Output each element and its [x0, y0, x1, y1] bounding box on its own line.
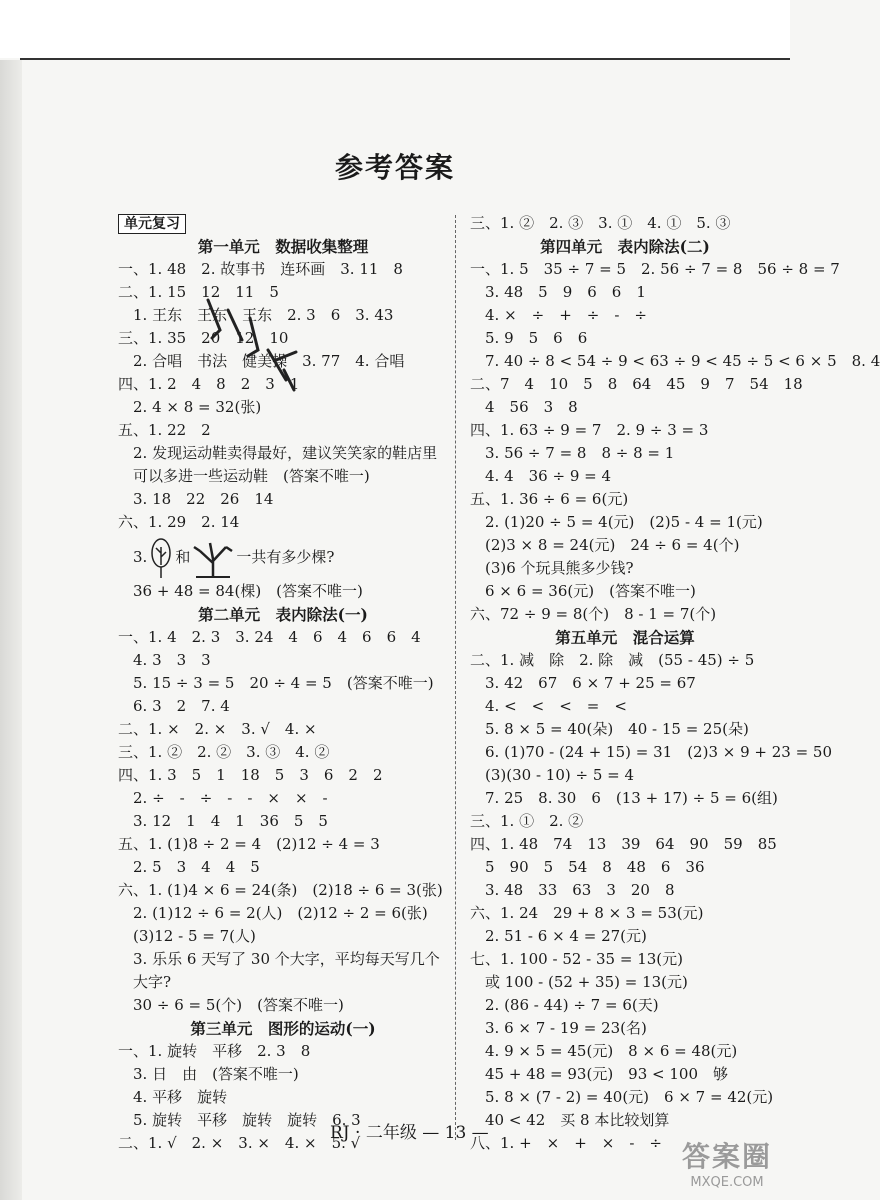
- answer-line-right-29: 3. 48 33 63 3 20 8: [470, 881, 675, 899]
- answer-line-right-10: 3. 56 ÷ 7 = 8 8 ÷ 8 = 1: [470, 444, 675, 462]
- answer-line-left-20: 二、1. × 2. × 3. √ 4. ×: [118, 720, 317, 738]
- answer-line-left-18: 5. 15 ÷ 3 = 5 20 ÷ 4 = 5 (答案不唯一): [118, 674, 434, 692]
- answer-line-right-0: 三、1. ② 2. ③ 3. ① 4. ① 5. ③: [470, 214, 731, 232]
- answer-line-right-16: 6 × 6 = 36(元) (答案不唯一): [470, 582, 696, 600]
- answer-line-right-32: 七、1. 100 - 52 - 35 = 13(元): [470, 950, 683, 968]
- answer-line-right-5: 5. 9 5 6 6: [470, 329, 588, 347]
- answer-line-right-2: 一、1. 5 35 ÷ 7 = 5 2. 56 ÷ 7 = 8 56 ÷ 8 = 7: [470, 260, 840, 278]
- answer-line-left-6: 四、1. 2 4 8 2 3 1: [118, 375, 300, 393]
- answer-line-left-28: 2. (1)12 ÷ 6 = 2(人) (2)12 ÷ 2 = 6(张): [118, 904, 428, 922]
- answer-line-right-14: (2)3 × 8 = 24(元) 24 ÷ 6 = 4(个): [470, 536, 740, 554]
- answer-line-left-5: 2. 合唱 书法 健美操 3. 77 4. 合唱: [118, 352, 405, 370]
- unit-review-badge-row: [118, 212, 448, 235]
- watermark-main: 答案圈: [681, 1140, 772, 1173]
- answer-line-right-17: 六、72 ÷ 9 = 8(个) 8 - 1 = 7(个): [470, 605, 717, 623]
- answer-line-right-33: 或 100 - (52 + 35) = 13(元): [470, 973, 688, 991]
- right-answer-lines: [470, 212, 880, 1155]
- answer-line-left-37: 5. 旋转 平移 旋转 旋转 6. 3: [118, 1111, 361, 1129]
- answer-line-left-31: 大字?: [118, 973, 172, 991]
- answer-line-right-9: 四、1. 63 ÷ 9 = 7 2. 9 ÷ 3 = 3: [470, 421, 709, 439]
- answer-line-left-3: 1. 王东 王东 王东 2. 3 6 3. 43: [118, 306, 394, 324]
- answer-line-left-8: 五、1. 22 2: [118, 421, 211, 439]
- answer-line-right-38: 5. 8 × (7 - 2) = 40(元) 6 × 7 = 42(元): [470, 1088, 774, 1106]
- answer-line-left-30: 3. 乐乐 6 天写了 30 个大字，平均每天写几个: [118, 950, 440, 968]
- answer-line-right-36: 4. 9 × 5 = 45(元) 8 × 6 = 48(元): [470, 1042, 738, 1060]
- answer-line-right-4: 4. × ÷ + ÷ - ÷: [470, 306, 647, 324]
- answer-line-left-13: [118, 534, 448, 580]
- answer-line-right-22: 5. 8 × 5 = 40(朵) 40 - 15 = 25(朵): [470, 720, 749, 738]
- column-divider: [455, 215, 456, 1140]
- answer-line-right-8: 4 56 3 8: [470, 398, 578, 416]
- answer-line-left-27: 六、1. (1)4 × 6 = 24(条) (2)18 ÷ 6 = 3(张): [118, 881, 443, 899]
- answer-line-right-7: 二、7 4 10 5 8 64 45 9 7 54 18: [470, 375, 803, 393]
- answer-line-left-1: 一、1. 48 2. 故事书 连环画 3. 11 8: [118, 260, 403, 278]
- answer-line-left-36: 4. 平移 旋转: [118, 1088, 228, 1106]
- answer-line-left-2: 二、1. 15 12 11 5: [118, 283, 279, 301]
- answer-line-left-12: 六、1. 29 2. 14: [118, 513, 240, 531]
- answer-line-right-30: 六、1. 24 29 + 8 × 3 = 53(元): [470, 904, 704, 922]
- question-number: 3.: [118, 548, 148, 566]
- unit-heading-left-15: 第二单元 表内除法(一): [198, 605, 368, 624]
- answer-line-right-31: 2. 51 - 6 × 4 = 27(元): [470, 927, 647, 945]
- answer-line-left-10: 可以多进一些运动鞋 (答案不唯一): [118, 467, 370, 485]
- top-margin: [0, 0, 790, 58]
- answer-line-right-27: 四、1. 48 74 13 39 64 90 59 85: [470, 835, 777, 853]
- answer-line-left-17: 4. 3 3 3: [118, 651, 211, 669]
- watermark-logo: [682, 1135, 772, 1190]
- answer-line-right-37: 45 + 48 = 93(元) 93 < 100 够: [470, 1065, 728, 1083]
- poplar-tree-icon: [147, 537, 175, 579]
- answer-line-left-9: 2. 发现运动鞋卖得最好，建议笑笑家的鞋店里: [118, 444, 438, 462]
- answer-line-left-19: 6. 3 2 7. 4: [118, 697, 230, 715]
- conjunction-text: 和: [175, 548, 191, 566]
- answer-line-left-34: 一、1. 旋转 平移 2. 3 8: [118, 1042, 311, 1060]
- answer-line-right-35: 3. 6 × 7 - 19 = 23(名): [470, 1019, 647, 1037]
- answer-line-right-40: 八、1. + × + × - ÷: [470, 1134, 662, 1152]
- answer-line-left-4: 三、1. 35 20 12 10: [118, 329, 289, 347]
- answer-line-right-11: 4. 4 36 ÷ 9 = 4: [470, 467, 612, 485]
- page-footer: RJ · 二年级 — 13 —: [330, 1123, 489, 1143]
- answer-line-right-6: 7. 40 ÷ 8 < 54 ÷ 9 < 63 ÷ 9 < 45 ÷ 5 < 6 × 5 8. 4: [470, 352, 880, 370]
- answer-line-right-39: 40 < 42 买 8 本比较划算: [470, 1111, 670, 1129]
- page-title: 参考答案: [334, 151, 455, 184]
- answer-line-left-11: 3. 18 22 26 14: [118, 490, 274, 508]
- answer-line-left-26: 2. 5 3 4 4 5: [118, 858, 260, 876]
- unit-review-badge: 单元复习: [118, 214, 186, 234]
- unit-heading-left-0: 第一单元 数据收集整理: [197, 237, 369, 256]
- answer-line-left-32: 30 ÷ 6 = 5(个) (答案不唯一): [118, 996, 344, 1014]
- answer-line-right-20: 3. 42 67 6 × 7 + 25 = 67: [470, 674, 696, 692]
- answer-line-right-21: 4. < < < = <: [470, 697, 627, 715]
- page-binding-edge: [0, 60, 22, 1200]
- answer-line-left-24: 3. 12 1 4 1 36 5 5: [118, 812, 328, 830]
- answer-line-left-21: 三、1. ② 2. ② 3. ③ 4. ②: [118, 743, 330, 761]
- handwritten-scribble: [198, 290, 308, 400]
- question-text: 一共有多少棵?: [236, 548, 335, 566]
- answer-line-left-35: 3. 日 由 (答案不唯一): [118, 1065, 299, 1083]
- answer-line-left-29: (3)12 - 5 = 7(人): [118, 927, 256, 945]
- unit-heading-left-33: 第三单元 图形的运动(一): [190, 1019, 376, 1038]
- right-column: [470, 212, 880, 1155]
- unit-heading-right-18: 第五单元 混合运算: [555, 628, 695, 647]
- answer-line-right-15: (3)6 个玩具熊多少钱?: [470, 559, 634, 577]
- top-rule: [20, 58, 790, 60]
- answer-line-right-3: 3. 48 5 9 6 6 1: [470, 283, 646, 301]
- watermark-sub: MXQE.COM: [690, 1175, 764, 1190]
- answer-line-right-24: (3)(30 - 10) ÷ 5 = 4: [470, 766, 635, 784]
- unit-heading-right-1: 第四单元 表内除法(二): [540, 237, 710, 256]
- answer-line-left-25: 五、1. (1)8 ÷ 2 = 4 (2)12 ÷ 4 = 3: [118, 835, 380, 853]
- answer-line-left-7: 2. 4 × 8 = 32(张): [118, 398, 262, 416]
- answer-line-right-25: 7. 25 8. 30 6 (13 + 17) ÷ 5 = 6(组): [470, 789, 778, 807]
- answer-line-right-26: 三、1. ① 2. ②: [470, 812, 584, 830]
- answer-line-right-19: 二、1. 减 除 2. 除 减 (55 - 45) ÷ 5: [470, 651, 755, 669]
- answer-line-left-14: 36 + 48 = 84(棵) (答案不唯一): [118, 582, 363, 600]
- answer-line-left-23: 2. ÷ - ÷ - - × × -: [118, 789, 328, 807]
- answer-line-right-28: 5 90 5 54 8 48 6 36: [470, 858, 705, 876]
- pine-tree-icon: [190, 537, 236, 579]
- answer-line-left-38: 二、1. √ 2. × 3. × 4. × 5. √: [118, 1134, 361, 1152]
- answer-line-right-23: 6. (1)70 - (24 + 15) = 31 (2)3 × 9 + 23 = 50: [470, 743, 833, 761]
- answer-line-right-13: 2. (1)20 ÷ 5 = 4(元) (2)5 - 4 = 1(元): [470, 513, 763, 531]
- answer-line-left-22: 四、1. 3 5 1 18 5 3 6 2 2: [118, 766, 383, 784]
- answer-line-left-16: 一、1. 4 2. 3 3. 24 4 6 4 6 6 4: [118, 628, 421, 646]
- answer-line-right-34: 2. (86 - 44) ÷ 7 = 6(天): [470, 996, 659, 1014]
- answer-line-right-12: 五、1. 36 ÷ 6 = 6(元): [470, 490, 629, 508]
